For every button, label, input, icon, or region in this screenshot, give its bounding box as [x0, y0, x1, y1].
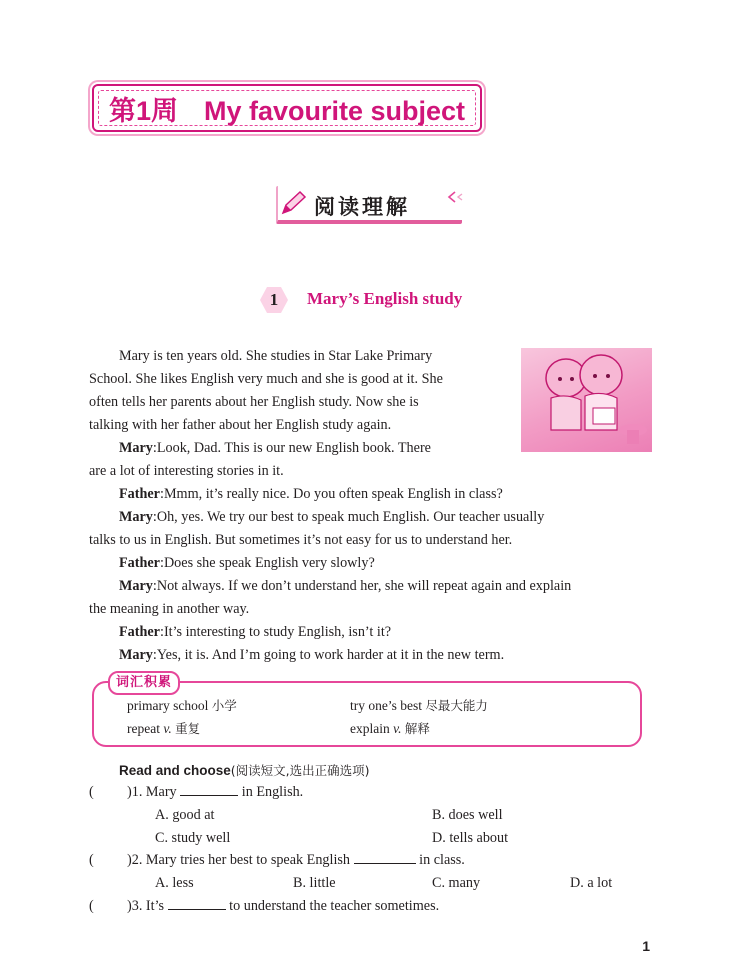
question-text: to understand the teacher sometimes. [229, 898, 440, 914]
vocab-item [350, 719, 430, 737]
vocab-cn: 重复 [175, 721, 201, 736]
speaker-separator: : [159, 624, 164, 640]
speaker-separator: : [152, 440, 157, 456]
passage-line: School. She likes English very much and she is good at it. She [89, 371, 443, 387]
question-text: Mary [145, 784, 177, 800]
vocab-cn: 尽最大能力 [425, 698, 488, 713]
vocab-en: try one’s best [350, 698, 422, 713]
section-title: 阅读理解 [314, 195, 410, 219]
question-number: )3. [127, 898, 143, 914]
passage-number-badge [259, 286, 289, 319]
vocab-pos: v. [393, 721, 402, 736]
vocab-item [127, 719, 200, 737]
vocab-en: repeat [127, 721, 160, 736]
page-number: 1 [642, 938, 650, 954]
dialogue-text: Oh, yes. We try our best to speak much English. Our teacher usually [156, 509, 545, 525]
speaker: Father [119, 624, 160, 640]
question-2 [127, 849, 465, 872]
vocab-item [127, 696, 237, 714]
question-bracket: ( [89, 852, 94, 868]
vocabulary-title: 词汇积累 [108, 671, 180, 695]
speaker: Mary [119, 440, 153, 456]
speaker: Mary [119, 509, 153, 525]
dialogue-text: Does she speak English very slowly? [163, 555, 375, 571]
dialogue-line [119, 621, 391, 644]
exercise-title-en: Read and choose [119, 763, 231, 778]
subject-label: My favourite subject [203, 96, 466, 126]
option[interactable]: C. many [432, 875, 481, 891]
dialogue-line: talks to us in English. But sometimes it’s not easy for us to understand her. [89, 532, 513, 548]
speaker-separator: : [152, 578, 157, 594]
dialogue-text: Look, Dad. This is our new English book. There [156, 440, 431, 456]
answer-blank[interactable] [168, 895, 226, 910]
question-bracket: ( [89, 784, 94, 800]
question-bracket: ( [89, 898, 94, 914]
speaker: Father [119, 555, 160, 571]
speaker: Mary [119, 578, 153, 594]
vocab-cn: 小学 [211, 698, 237, 713]
week-label: 第1周 [108, 96, 178, 126]
answer-blank[interactable] [354, 849, 416, 864]
question-number: )1. [127, 784, 143, 800]
dialogue-text: Not always. If we don’t understand her, she will repeat again and explain [156, 578, 572, 594]
option[interactable]: B. little [293, 875, 336, 891]
vocab-en: explain [350, 721, 390, 736]
vocab-cn: 解释 [404, 721, 430, 736]
option[interactable]: C. study well [155, 830, 231, 846]
question-3 [127, 895, 439, 918]
passage-line: Mary is ten years old. She studies in Star Lake Primary [119, 348, 433, 364]
dialogue-line [119, 483, 503, 506]
vocab-pos: v. [163, 721, 172, 736]
option[interactable]: D. a lot [570, 875, 613, 891]
pencil-icon [280, 190, 308, 216]
dialogue-text: Yes, it is. And I’m going to work harder at it in the new term. [156, 647, 505, 663]
speaker-separator: : [152, 509, 157, 525]
speaker-separator: : [159, 486, 164, 502]
vocab-item [350, 696, 488, 714]
dialogue-line: the meaning in another way. [89, 601, 250, 617]
dialogue-line [119, 552, 375, 575]
passage-number: 1 [269, 290, 279, 309]
passage-line: talking with her father about her English study again. [89, 417, 392, 433]
dialogue-text: Mmm, it’s really nice. Do you often speak English in class? [163, 486, 503, 502]
dialogue-line [119, 437, 431, 460]
option[interactable]: D. tells about [432, 830, 509, 846]
vocab-en: primary school [127, 698, 209, 713]
exercise-title-cn: (阅读短文,选出正确选项) [230, 763, 370, 778]
arrow-decoration-icon [444, 190, 466, 206]
passage-title: Mary’s English study [307, 289, 463, 308]
speaker: Father [119, 486, 160, 502]
speaker-separator: : [159, 555, 164, 571]
answer-blank[interactable] [180, 781, 238, 796]
dialogue-line [119, 644, 504, 667]
week-title-banner [92, 84, 482, 132]
dialogue-line [119, 575, 571, 598]
exercise-title [119, 759, 370, 782]
children-illustration [521, 348, 652, 452]
week-title [94, 89, 480, 128]
question-text: in class. [419, 852, 465, 868]
dialogue-text: It’s interesting to study English, isn’t it? [163, 624, 392, 640]
question-text: Mary tries her best to speak English [145, 852, 351, 868]
question-text: It’s [145, 898, 165, 914]
children-reading-illustration [521, 348, 652, 452]
option[interactable]: A. good at [155, 807, 215, 823]
option[interactable]: A. less [155, 875, 194, 891]
dialogue-line: are a lot of interesting stories in it. [89, 463, 284, 479]
question-text: in English. [241, 784, 304, 800]
section-heading [276, 186, 466, 222]
passage-line: often tells her parents about her English study. Now she is [89, 394, 419, 410]
question-1 [127, 781, 303, 804]
dialogue-line [119, 506, 544, 529]
option[interactable]: B. does well [432, 807, 503, 823]
speaker: Mary [119, 647, 153, 663]
speaker-separator: : [152, 647, 157, 663]
question-number: )2. [127, 852, 143, 868]
